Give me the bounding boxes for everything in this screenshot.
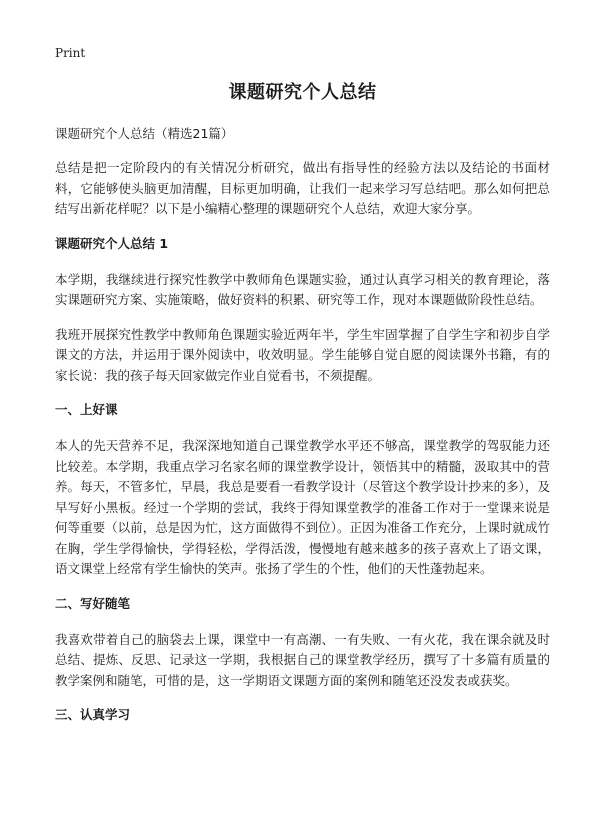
section-1-paragraph-2: 我班开展探究性教学中教师角色课题实验近两年半，学生牢固掌握了自学生字和初步自学课文的方法，并运用于课外阅读中，收效明显。学生能够自觉自愿的阅读课外书籍，有的家长说：我的孩子每天回家做完作业自觉看书，不须提醒。 [55,326,550,383]
print-link[interactable]: Print [55,46,86,60]
section-heading-teach-well: 一、上好课 [55,402,118,417]
section-1-paragraph-1: 本学期，我继续进行探究性教学中教师角色课题实验，通过认真学习相关的教育理论，落实课题研究方案、实施策略，做好资料的积累、研究等工作，现对本课题做阶段性总结。 [55,271,550,307]
section-3-paragraph-1: 我喜欢带着自己的脑袋去上课，课堂中一有高潮、一有失败、一有火花，我在课余就及时总结、提炼、反思、记录这一学期，我根据自己的课堂教学经历，撰写了十多篇有质量的教学案例和随笔，可惜的是，这一学期语文课题方面的案例和随笔还没发表或获奖。 [55,631,550,688]
section-heading-write-essays: 二、写好随笔 [55,595,131,611]
section-heading-study: 三、认真学习 [55,707,131,722]
document-body [55,78,550,741]
page-title: 课题研究个人总结 [228,82,377,103]
intro-paragraph: 总结是把一定阶段内的有关情况分析研究，做出有指导性的经验方法以及结论的书面材料，它能够使头脑更加清醒，目标更加明确，让我们一起来学习写总结吧。那么如何把总结写出新花样呢？以下是小编精心整理的课题研究个人总结，欢迎大家分享。 [55,160,550,216]
section-heading-summary-1: 课题研究个人总结 1 [55,235,169,251]
section-2-paragraph-1: 本人的先天营养不足，我深深地知道自己课堂教学水平还不够高，课堂教学的驾驭能力还比较差。本学期，我重点学习名家名师的课堂教学设计，领悟其中的精髓，汲取其中的营养。每天，不管多忙，早晨，我总是要看一看教学设计（尽管这个教学设计抄来的多），及早写好小黑板。经过一个学期的尝试，我终于得知课堂教学的准备工作对于一堂课来说是何等重要（以前，总是因为忙，这方面做得不到位）。正因为准备工作充分，上课时就成竹在胸，学生学得愉快，学得轻松，学得活泼，慢慢地有越来越多的孩子喜欢上了语文课，语文课堂上经常有学生愉快的笑声。张扬了学生的个性，他们的天性蓬勃起来。 [55,438,550,576]
document-subtitle: 课题研究个人总结（精选21篇） [55,126,234,141]
